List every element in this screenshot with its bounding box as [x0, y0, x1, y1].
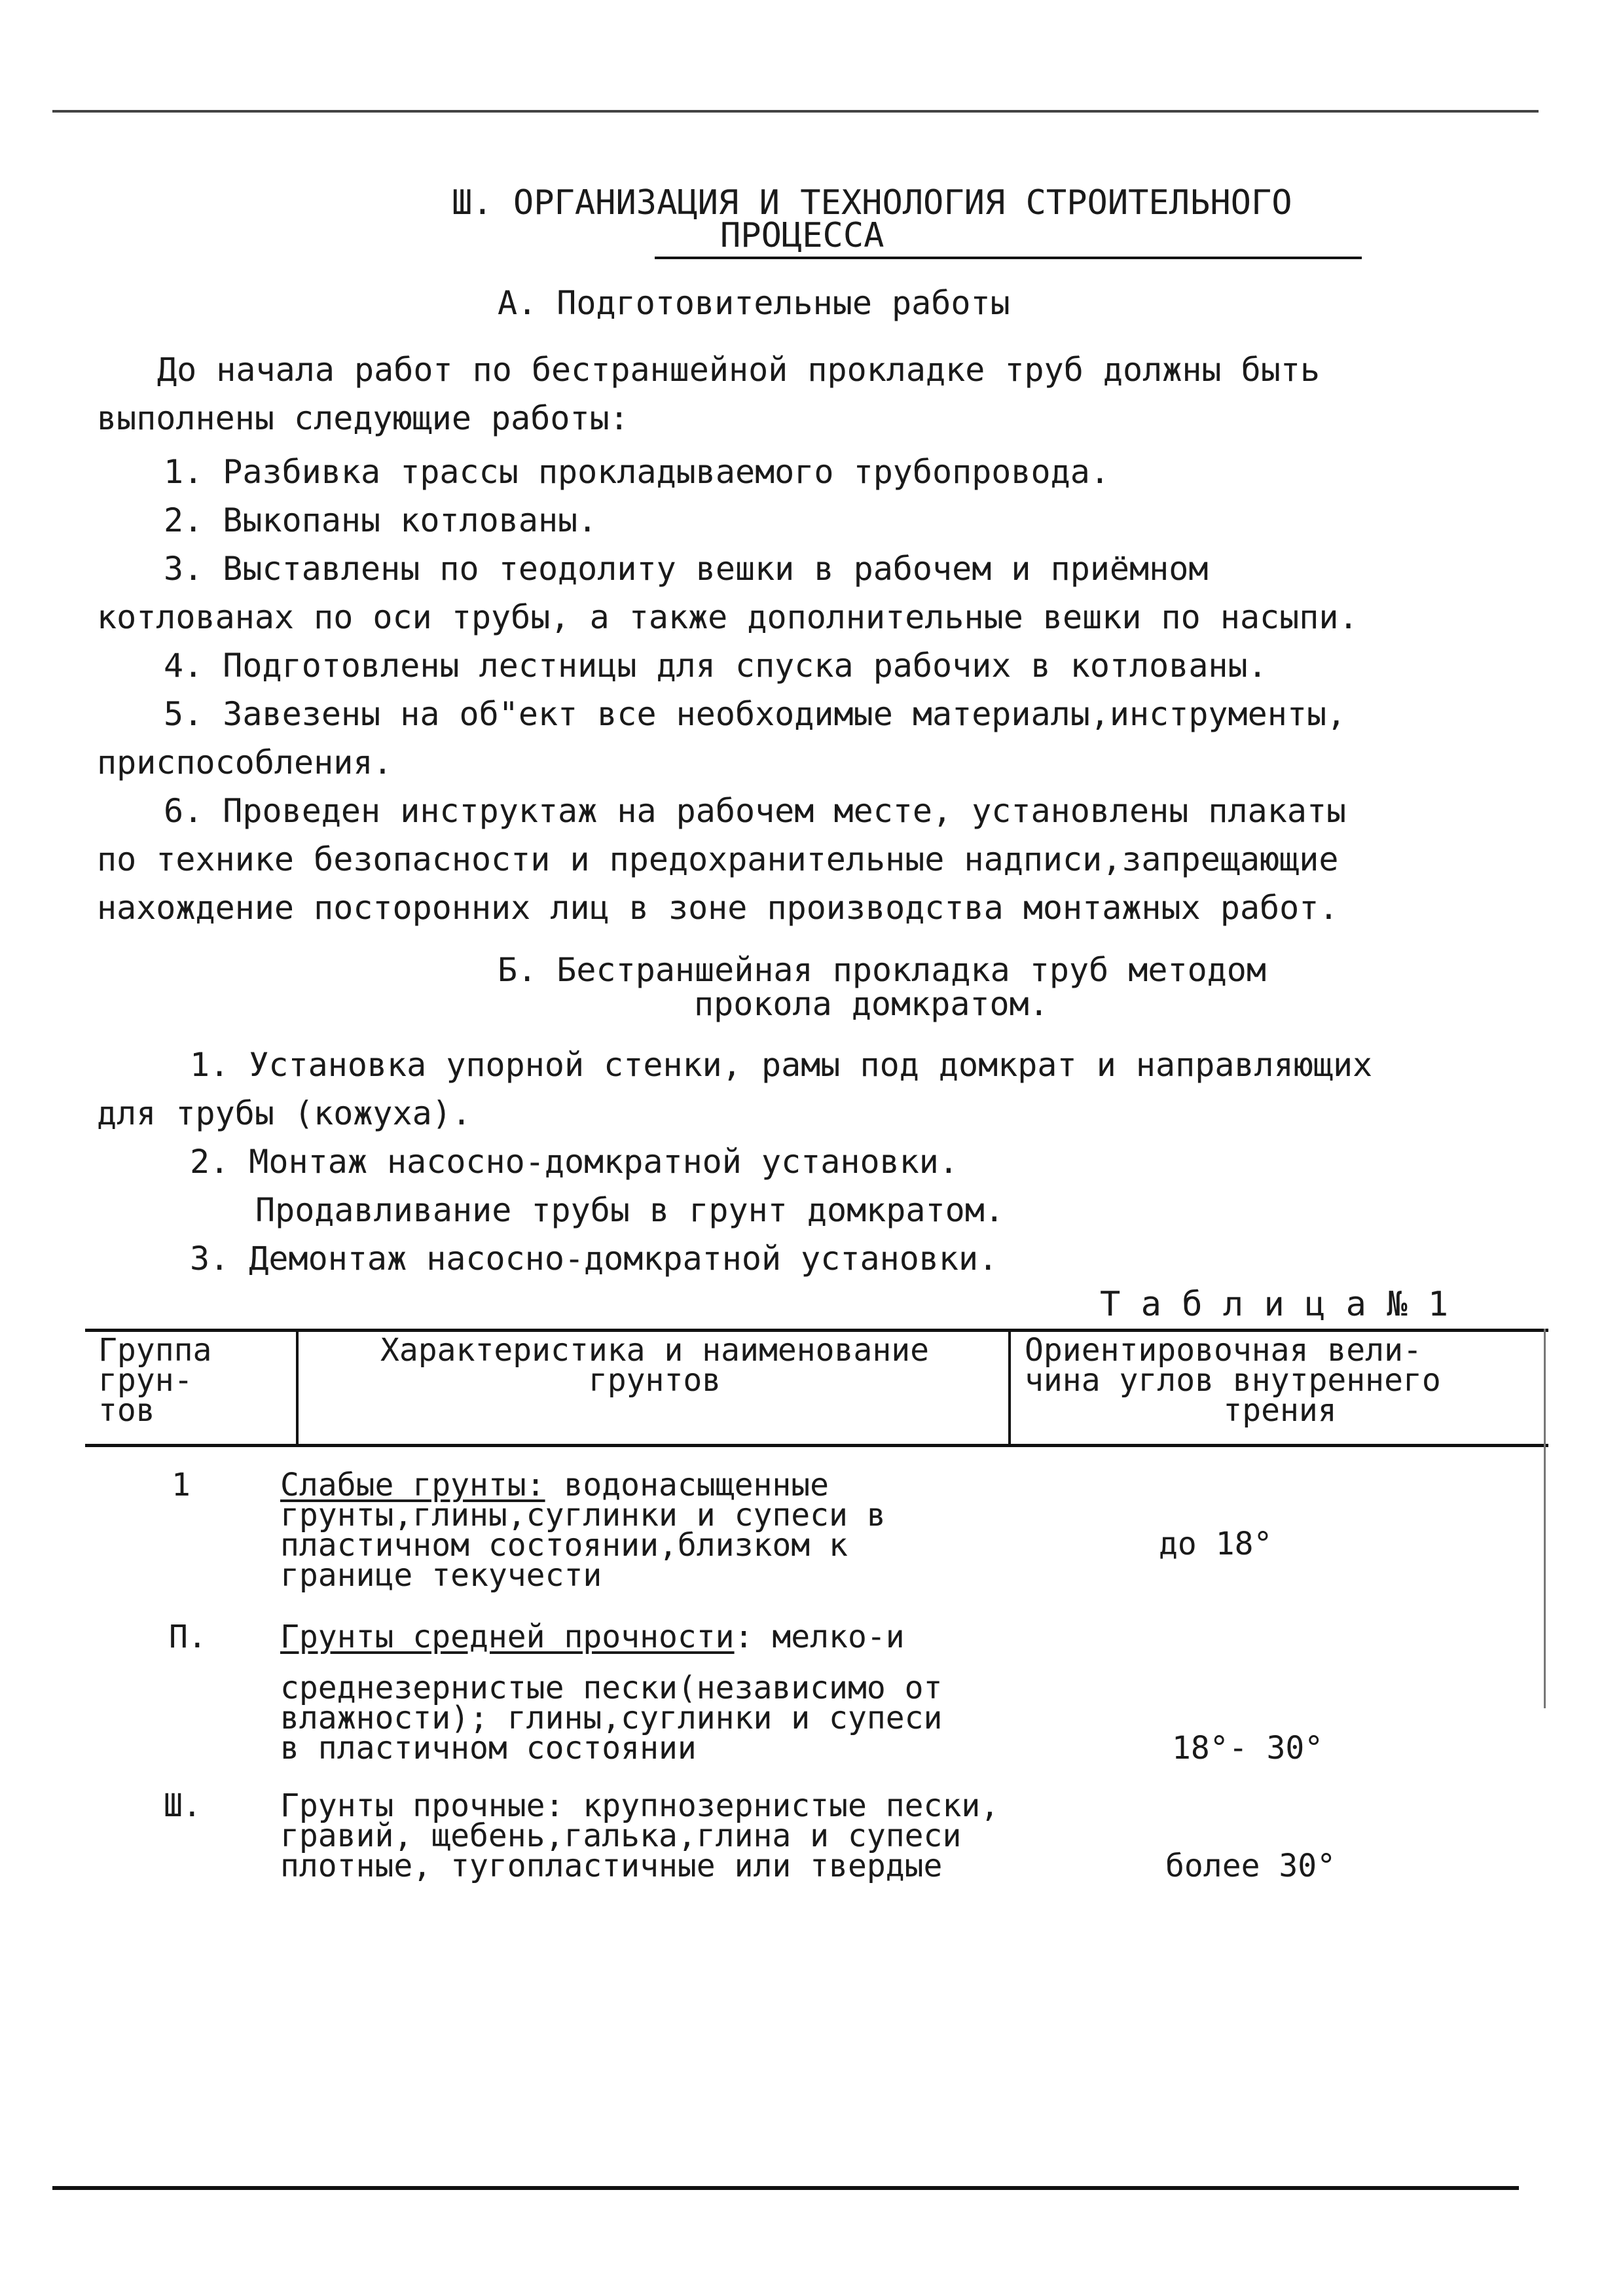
header-characteristic-line2: грунтов — [588, 1362, 721, 1399]
subsection-a-heading: А. Подготовительные работы — [498, 284, 1010, 322]
row3-desc-line3: плотные, тугопластичные или твердые — [280, 1848, 943, 1884]
header-characteristic-line1: Характеристика и наименование — [380, 1332, 930, 1369]
row1-desc-first — [280, 1467, 830, 1503]
table-right-edge — [1544, 1329, 1546, 1708]
row1-desc-line3: пластичном состоянии,близком к — [280, 1527, 848, 1564]
prep-item-4: 4. Подготовлены лестницы для спуска рабочих в котлованы. — [164, 647, 1267, 685]
prep-item-6-line2: по технике безопасности и предохранительные надписи,запрещающие — [97, 840, 1339, 878]
row2-desc-line2: среднезернистые пески(независимо от — [280, 1670, 943, 1706]
row1-desc-first-rest: водонасыщенные — [545, 1467, 830, 1503]
top-rule — [52, 110, 1539, 113]
header-group-line2: грун- — [98, 1362, 193, 1399]
section-title-line2: ПРОЦЕССА — [720, 216, 884, 255]
prep-item-1: 1. Разбивка трассы прокладываемого трубопровода. — [164, 453, 1110, 491]
row2-desc-line3: влажности); глины,суглинки и супеси — [280, 1700, 943, 1736]
header-group-line3: тов — [98, 1392, 155, 1429]
section-title-line1: Ш. ОРГАНИЗАЦИЯ И ТЕХНОЛОГИЯ СТРОИТЕЛЬНОГО — [452, 183, 1292, 223]
row1-label: Слабые грунты: — [280, 1467, 545, 1503]
prep-item-2: 2. Выкопаны котлованы. — [164, 501, 598, 539]
row3-desc-line2: гравий, щебень,галька,глина и супеси — [280, 1818, 962, 1854]
method-item-4: 3. Демонтаж насосно-домкратной установки. — [190, 1240, 998, 1278]
header-angle-line2: чина углов внутреннего — [1025, 1362, 1441, 1399]
subsection-b-line1: Б. Бестраншейная прокладка труб методом — [498, 951, 1266, 989]
method-item-2: 2. Монтаж насосно-домкратной установки. — [190, 1143, 958, 1181]
row2-desc-first-rest: : мелко-и — [734, 1619, 905, 1655]
row3-group: Ш. — [164, 1787, 202, 1824]
header-angle-line3: трения — [1223, 1392, 1337, 1429]
table-col-divider-1 — [296, 1329, 299, 1446]
header-group-line1: Группа — [98, 1332, 212, 1369]
row1-desc-line2: грунты,глины,суглинки и супеси в — [280, 1497, 886, 1534]
method-item-1-line1: 1. Установка упорной стенки, рамы под домкрат и направляющих — [190, 1046, 1373, 1084]
intro-line1: До начала работ по бестраншейной прокладке труб должны быть — [157, 351, 1321, 389]
row1-desc-line4: границе текучести — [280, 1557, 602, 1594]
row2-desc-line4: в пластичном состоянии — [280, 1730, 697, 1767]
method-item-1-line2: для трубы (кожуха). — [97, 1094, 471, 1132]
prep-item-6-line1: 6. Проведен инструктаж на рабочем месте, установлены плакаты — [164, 792, 1347, 830]
row1-value: до 18° — [1159, 1526, 1273, 1562]
table-caption: Т а б л и ц а № 1 — [1100, 1285, 1449, 1324]
row2-desc-first — [280, 1619, 905, 1655]
prep-item-3-line1: 3. Выставлены по теодолиту вешки в рабочем и приёмном — [164, 550, 1209, 588]
row2-label: Грунты средней прочности — [280, 1619, 735, 1655]
row3-value: более 30° — [1165, 1848, 1336, 1884]
prep-item-3-line2: котлованах по оси трубы, а также дополнительные вешки по насыпи. — [97, 598, 1359, 636]
bottom-rule — [52, 2186, 1519, 2190]
title-underline — [655, 257, 1362, 259]
intro-line2: выполнены следующие работы: — [97, 399, 629, 437]
prep-item-5-line1: 5. Завезены на об"ект все необходимые материалы,инструменты, — [164, 695, 1347, 733]
method-item-3: Продавливание трубы в грунт домкратом. — [255, 1191, 1004, 1229]
row1-group: 1 — [172, 1467, 191, 1503]
row3-desc-first: Грунты прочные: крупнозернистые пески, — [280, 1787, 1000, 1824]
prep-item-5-line2: приспособления. — [97, 744, 393, 781]
prep-item-6-line3: нахождение посторонних лиц в зоне производства монтажных работ. — [97, 889, 1339, 927]
table-header-rule — [85, 1444, 1548, 1447]
table-col-divider-2 — [1008, 1329, 1011, 1446]
header-angle-line1: Ориентировочная вели- — [1025, 1332, 1422, 1369]
row2-value: 18°- 30° — [1172, 1730, 1324, 1767]
row2-group: П. — [169, 1619, 207, 1655]
subsection-b-line2: прокола домкратом. — [694, 985, 1049, 1023]
